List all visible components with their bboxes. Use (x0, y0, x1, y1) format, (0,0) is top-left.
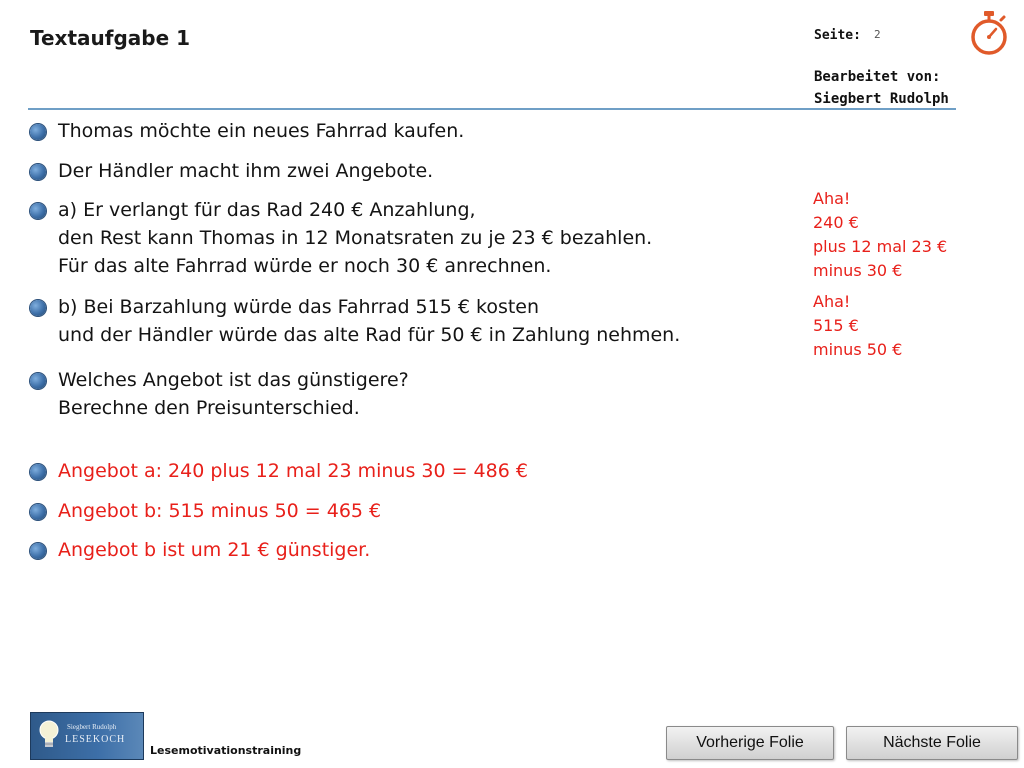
header-divider (28, 108, 956, 110)
lesekoch-logo (30, 712, 144, 760)
slide-title: Textaufgabe 1 (30, 26, 191, 50)
solution-result (30, 536, 370, 564)
bullet-icon (30, 373, 46, 389)
page-number: 2 (874, 28, 881, 41)
question-text (30, 366, 409, 422)
bullet-icon (30, 504, 46, 520)
bullet-icon (30, 464, 46, 480)
offer-b-line: b) Bei Barzahlung würde das Fahrrad 515 € kosten (58, 296, 540, 318)
previous-slide-button[interactable]: Vorherige Folie (666, 726, 834, 760)
bullet-icon (30, 164, 46, 180)
task-line-2-text: Der Händler macht ihm zwei Angebote. (58, 160, 434, 182)
task-line-1 (30, 117, 464, 145)
edited-by-label: Bearbeitet von: (814, 69, 941, 85)
logo-author: Siegbert Rudolph (67, 723, 117, 731)
edited-by (814, 66, 949, 110)
note-line: plus 12 mal 23 € (813, 237, 948, 256)
note-line: 515 € (813, 316, 859, 335)
note-line: minus 50 € (813, 340, 903, 359)
page-label: Seite: (814, 28, 861, 43)
offer-b (30, 293, 680, 349)
solution-b-text: Angebot b: 515 minus 50 = 465 € (58, 500, 382, 522)
solution-a-text: Angebot a: 240 plus 12 mal 23 minus 30 = 486 € (58, 460, 528, 482)
offer-b-text (30, 293, 680, 349)
note-offer-a (813, 187, 947, 283)
bullet-icon (30, 543, 46, 559)
bullet-icon (30, 203, 46, 219)
note-line: 240 € (813, 213, 859, 232)
solution-b (30, 497, 381, 525)
note-line: minus 30 € (813, 261, 903, 280)
offer-a (30, 196, 652, 280)
note-line: Aha! (813, 292, 851, 311)
offer-a-text (30, 196, 652, 280)
note-line: Aha! (813, 189, 851, 208)
note-offer-b (813, 290, 902, 362)
question (30, 366, 409, 422)
logo-brand: LESEKOCH (65, 734, 126, 745)
solution-result-text: Angebot b ist um 21 € günstiger. (58, 539, 371, 561)
offer-a-line: den Rest kann Thomas in 12 Monatsraten zu je 23 € bezahlen. (58, 227, 653, 249)
bullet-icon (30, 124, 46, 140)
footer-label: Lesemotivationstraining (150, 744, 302, 757)
question-line: Berechne den Preisunterschied. (58, 397, 360, 419)
task-line-1-text: Thomas möchte ein neues Fahrrad kaufen. (58, 120, 465, 142)
offer-a-line: a) Er verlangt für das Rad 240 € Anzahlung, (58, 199, 476, 221)
bullet-icon (30, 300, 46, 316)
task-line-2 (30, 157, 433, 185)
stopwatch-icon[interactable] (968, 10, 1010, 56)
edited-by-name: Siegbert Rudolph (814, 91, 949, 107)
next-slide-button[interactable]: Nächste Folie (846, 726, 1018, 760)
question-line: Welches Angebot ist das günstigere? (58, 369, 409, 391)
offer-b-line: und der Händler würde das alte Rad für 50 € in Zahlung nehmen. (58, 324, 681, 346)
offer-a-line: Für das alte Fahrrad würde er noch 30 € anrechnen. (58, 255, 552, 277)
lightbulb-icon (37, 719, 61, 751)
solution-a (30, 457, 528, 485)
